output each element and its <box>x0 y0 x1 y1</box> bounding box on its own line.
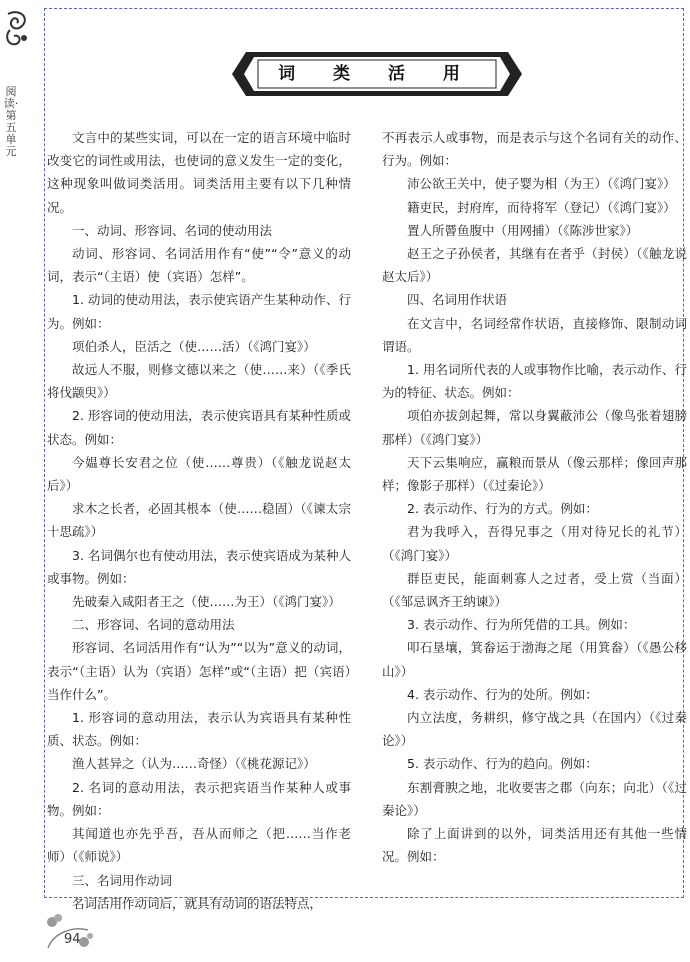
paragraph: 二、形容词、名词的意动用法 <box>72 617 235 633</box>
sidebar-unit-label: 阅读·第五单元 <box>3 85 19 158</box>
example-sentence: 天下云集响应，赢粮而景从（像云那样；像回声那样；像影子那样）（《过秦论》） <box>382 454 687 494</box>
paragraph: 名词活用作动词后，就具有动词的语法特点， <box>72 895 323 911</box>
paragraph: 3. 名词偶尔也有使动用法，表示使宾语成为某种人或事物。例如： <box>47 547 351 586</box>
paragraph: 四、名词用作状语 <box>407 292 508 308</box>
example-sentence: 求木之长者，必固其根本（使……稳固）（《谏太宗十思疏》） <box>47 501 351 540</box>
example-sentence: 今媪尊长安君之位（使……尊贵）（《触龙说赵太后》） <box>47 454 351 494</box>
example-sentence: 东割膏腴之地，北收要害之郡（向东；向北）（《过秦论》） <box>382 779 687 818</box>
paragraph: 在文言中，名词经常作状语，直接修饰、限制动词谓语。 <box>382 315 687 354</box>
example-sentence: 项伯杀人，臣活之（使……活）（《鸿门宴》） <box>72 338 316 354</box>
section-title: 词 类 活 用 <box>278 64 476 84</box>
example-sentence: 沛公欲王关中，使子婴为相（为王）（《鸿门宴》） <box>407 176 676 192</box>
paragraph: 一、动词、形容词、名词的使动用法 <box>72 222 273 238</box>
corner-ornament-icon <box>2 8 32 48</box>
paragraph: 1. 动词的使动用法，表示使宾语产生某种动作、行为。例如： <box>47 292 351 331</box>
left-column <box>47 126 351 915</box>
paragraph: 不再表示人或事物，而是表示与这个名词有关的动作、行为。例如： <box>382 130 687 169</box>
page-number: 94 <box>64 932 81 947</box>
example-sentence: 故远人不服，则修文德以来之（使……来）（《季氏将伐颛臾》） <box>47 362 351 401</box>
example-sentence: 赵王之子孙侯者，其继有在者乎（封侯）（《触龙说赵太后》） <box>382 246 687 285</box>
paragraph: 5. 表示动作、行为的趋向。例如： <box>407 756 598 772</box>
example-sentence: 其闻道也亦先乎吾，吾从而师之（把……当作老师）（《师说》） <box>47 826 351 865</box>
right-column <box>382 126 687 869</box>
example-sentence: 君为我呼入，吾得兄事之（用对待兄长的礼节）（《鸿门宴》） <box>382 524 687 563</box>
example-sentence: 群臣吏民，能面刺寡人之过者，受上赏（当面）（《邹忌讽齐王纳谏》） <box>382 570 687 610</box>
example-sentence: 渔人甚异之（认为……奇怪）（《桃花源记》） <box>72 756 316 772</box>
example-sentence: 项伯亦拔剑起舞，常以身翼蔽沛公（像鸟张着翅膀那样）（《鸿门宴》） <box>382 408 687 447</box>
example-sentence: 叩石垦壤，箕畚运于渤海之尾（用箕畚）（《愚公移山》） <box>382 640 687 679</box>
paragraph: 动词、形容词、名词活用作有“使”“令”意义的动词，表示“（主语）使（宾语）怎样”。 <box>47 246 351 285</box>
example-sentence: 籍吏民，封府库，而待将军（登记）（《鸿门宴》） <box>407 199 676 215</box>
paragraph: 三、名词用作动词 <box>72 872 173 888</box>
paragraph: 3. 表示动作、行为所凭借的工具。例如： <box>407 617 636 633</box>
title-banner <box>232 52 522 96</box>
paragraph: 2. 名词的意动用法，表示把宾语当作某种人或事物。例如： <box>47 779 351 818</box>
paragraph: 4. 表示动作、行为的处所。例如： <box>407 686 598 702</box>
paragraph: 除了上面讲到的以外，词类活用还有其他一些情况。例如： <box>382 826 687 865</box>
example-sentence: 内立法度，务耕织，修守战之具（在国内）（《过秦论》） <box>382 710 687 749</box>
paragraph: 1. 用名词所代表的人或事物作比喻，表示动作、行为的特征、状态。例如： <box>382 362 687 401</box>
paragraph: 形容词、名词活用作有“认为”“以为”意义的动词，表示“（主语）认为（宾语）怎样”或“（主语）把（宾语）当作什么”。 <box>47 640 351 702</box>
example-sentence: 先破秦入咸阳者王之（使……为王）（《鸿门宴》） <box>72 594 341 610</box>
paragraph: 2. 表示动作、行为的方式。例如： <box>407 501 598 517</box>
paragraph: 文言中的某些实词，可以在一定的语言环境中临时改变它的词性或用法，也使词的意义发生一定的变化，这种现象叫做词类活用。词类活用主要有以下几种情况。 <box>47 130 351 215</box>
example-sentence: 置人所罾鱼腹中（用网捕）（《陈涉世家》） <box>407 222 639 238</box>
paragraph: 1. 形容词的意动用法，表示认为宾语具有某种性质、状态。例如： <box>47 710 351 749</box>
paragraph: 2. 形容词的使动用法，表示使宾语具有某种性质或状态。例如： <box>47 408 351 447</box>
